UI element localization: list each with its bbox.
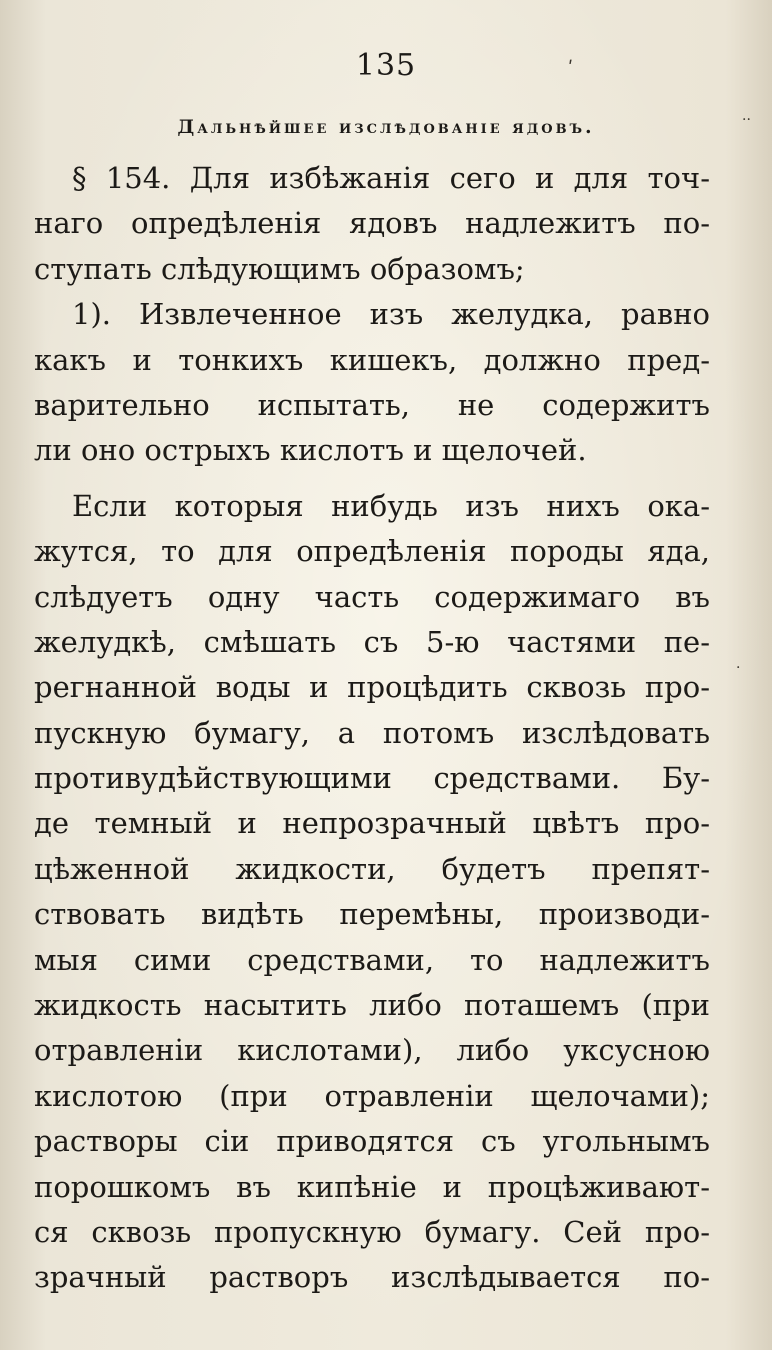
text-line: кислотою (при отравленіи щелочами); [34, 1078, 710, 1113]
text-line: 1). Извлеченное изъ желудка, равно [72, 297, 710, 332]
text-line: зрачный растворъ изслѣдывается по- [34, 1260, 710, 1295]
text-line: порошкомъ въ кипѣніе и процѣживают- [34, 1169, 710, 1204]
paragraph-gap [34, 474, 710, 484]
text-line: ли оно острыхъ кислотъ и щелочей. [34, 433, 587, 468]
ink-speck: ʹ [568, 58, 574, 79]
body-text [34, 156, 710, 1301]
text-line: цѣженной жидкости, будетъ препят- [34, 851, 710, 886]
text-line: слѣдуетъ одну часть содержимаго въ [34, 579, 710, 614]
page-number: 135 [355, 48, 417, 83]
text-line: ступать слѣдующимъ образомъ; [34, 251, 525, 286]
ink-speck: ·· [742, 112, 751, 128]
text-line: пускную бумагу, а потомъ изслѣдовать [34, 715, 710, 750]
text-line: какъ и тонкихъ кишекъ, должно пред- [34, 342, 710, 377]
text-line: варительно испытать, не содержитъ [34, 387, 710, 422]
text-line: противудѣйствующими средствами. Бу- [34, 761, 710, 796]
text-line: Если которыя нибудь изъ нихъ ока- [72, 488, 710, 523]
running-head: Дальнѣйшее изслѣдованіе ядовъ. [177, 116, 595, 138]
text-line: регнанной воды и процѣдить сквозь про- [34, 670, 710, 705]
text-line: отравленіи кислотами), либо уксусною [34, 1033, 710, 1068]
text-line: ся сквозь пропускную бумагу. Сей про- [34, 1214, 710, 1249]
text-line: ствовать видѣть перемѣны, производи- [34, 897, 710, 932]
text-line: растворы сіи приводятся съ угольнымъ [34, 1124, 710, 1159]
text-line: жутся, то для опредѣленія породы яда, [34, 534, 710, 569]
text-line: желудкѣ, смѣшать съ 5-ю частями пе- [34, 624, 710, 659]
text-line: мыя сими средствами, то надлежитъ [34, 942, 710, 977]
text-line: жидкость насытить либо поташемъ (при [34, 988, 710, 1023]
ink-speck: · [736, 660, 741, 676]
text-line: § 154. Для избѣжанія сего и для точ- [72, 161, 710, 195]
text-line: наго опредѣленія ядовъ надлежитъ по- [34, 206, 710, 241]
text-line: де темный и непрозрачный цвѣтъ про- [34, 806, 710, 841]
